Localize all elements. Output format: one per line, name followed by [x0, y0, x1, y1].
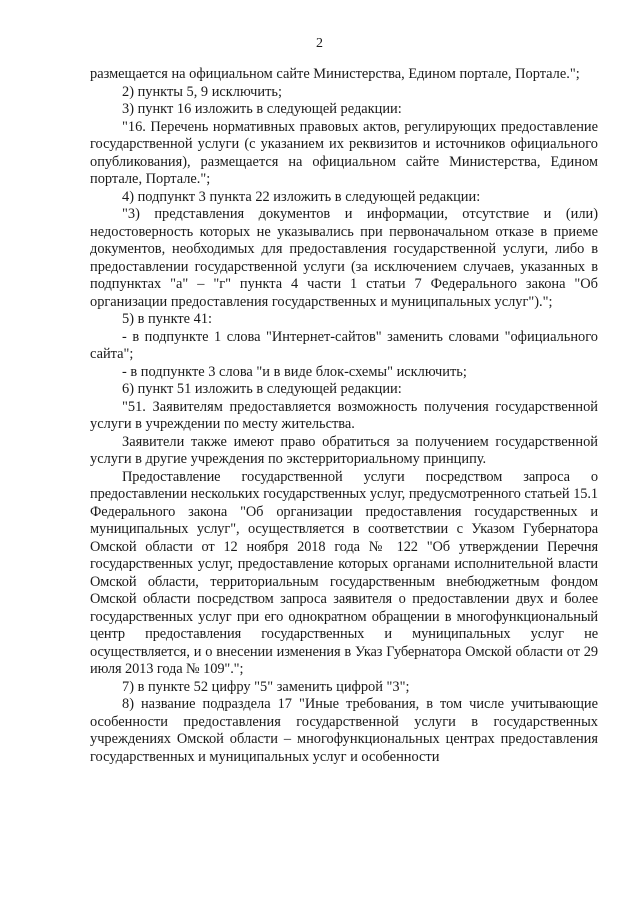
paragraph: Предоставление государственной услуги посредством запроса о предоставлении нескольких государственных услуг, предусмотренного статьей 15.1 Федерального закона "Об организации предоставления государственных и муниципальных услуг", осуществляется в соответствии с Указом Губернатора Омской области от 12 ноября 2018 года № 122 "Об утверждении Перечня государственных услуг, предоставление которых органами исполнительной власти Омской области, территориальным государственным внебюджетным фондом Омской области посредством запроса заявителя о предоставлении двух и более государственных услуг при его однократном обращении в многофункциональный центр предоставления государственных и муниципальных услуг не осуществляется, и о внесении изменения в Указ Губернатора Омской области от 29 июля 2013 года № 109".";: [90, 468, 598, 677]
document-body: [90, 66, 598, 766]
paragraph: 8) название подраздела 17 "Иные требования, в том числе учитывающие особенности предоставления государственной услуги в государственных учреждениях Омской области – многофункциональных центрах предоставления государственных и муниципальных услуг и особенности: [90, 696, 598, 765]
paragraph: - в подпункте 3 слова "и в виде блок-схемы" исключить;: [122, 363, 467, 380]
paragraph: 5) в пункте 41:: [122, 311, 213, 327]
paragraph: 4) подпункт 3 пункта 22 изложить в следующей редакции:: [122, 188, 481, 205]
paragraph: - в подпункте 1 слова "Интернет-сайтов" заменить словами "официального сайта";: [90, 328, 598, 362]
page-number: 2: [316, 36, 323, 51]
paragraph: 2) пункты 5, 9 исключить;: [122, 83, 282, 100]
paragraph: 3) пункт 16 изложить в следующей редакции:: [122, 101, 402, 117]
paragraph: 7) в пункте 52 цифру "5" заменить цифрой "3";: [122, 678, 410, 695]
paragraph: "16. Перечень нормативных правовых актов, регулирующих предоставление государственной услуги (с указанием их реквизитов и источников официального опубликования), размещается на официальном сайте Министерства, Едином портале, Портале.";: [90, 118, 598, 187]
paragraph: "3) представления документов и информации, отсутствие и (или) недостоверность которых не указывались при первоначальном отказе в приеме документов, необходимых для предоставления государственной услуги, либо в предоставлении государственной услуги (за исключением случаев, указанных в подпунктах "а" – "г" пункта 4 части 1 статьи 7 Федерального закона "Об организации предоставления государственных и муниципальных услуг").";: [90, 206, 598, 310]
paragraph: 6) пункт 51 изложить в следующей редакции:: [122, 381, 402, 397]
paragraph: "51. Заявителям предоставляется возможность получения государственной услуги в учреждении по месту жительства.: [90, 398, 598, 432]
paragraph: размещается на официальном сайте Министерства, Едином портале, Портале.";: [90, 66, 580, 82]
paragraph: Заявители также имеют право обратиться за получением государственной услуги в другие учреждения по экстерриториальному принципу.: [90, 433, 598, 467]
